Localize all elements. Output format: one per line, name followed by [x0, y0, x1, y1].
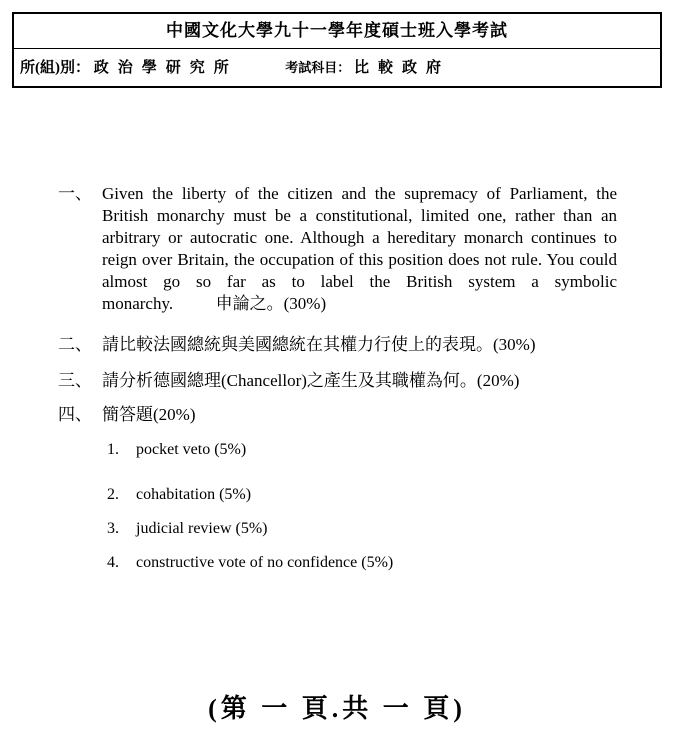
question-body: Given the liberty of the citizen and the supremacy of Parliament, the British monarchy must be a constitutional, limited one, rather than an arbitrary or autocratic one. Although a hereditary monarch continues to reign over Britain, the occupation of this position does not rule. You could almost go so far as to label the British system a symbolic monarchy. — [102, 184, 617, 313]
question-text — [102, 183, 617, 315]
short-answer-item — [107, 554, 394, 572]
subject-value: 比較政府 — [354, 60, 451, 76]
question-number: 二、 — [58, 335, 92, 354]
short-answer-item — [107, 486, 252, 504]
short-answer-item — [107, 520, 268, 538]
question-number: 三、 — [58, 371, 92, 390]
short-answer-item — [107, 441, 247, 459]
question-number: 一、 — [58, 184, 92, 203]
dept-label: 所(組)別： — [20, 60, 90, 76]
item-text: constructive vote of no confidence (5%) — [136, 554, 394, 571]
header-info — [14, 49, 660, 87]
header-box — [12, 12, 662, 88]
item-number: 2. — [107, 486, 119, 503]
subject-label: 考試科目： — [285, 60, 351, 75]
item-number: 3. — [107, 520, 119, 537]
question-number: 四、 — [58, 405, 92, 424]
question-text: 請分析德國總理(Chancellor)之產生及其職權為何。(20%) — [102, 371, 520, 390]
item-number: 4. — [107, 554, 119, 571]
item-text: judicial review (5%) — [136, 520, 268, 537]
page-footer: (第 一 頁.共 一 頁) — [208, 694, 466, 723]
item-number: 1. — [107, 441, 119, 458]
question-suffix: 申論之。(30%) — [215, 294, 327, 313]
item-text: cohabitation (5%) — [136, 486, 252, 503]
item-text: pocket veto (5%) — [136, 441, 247, 458]
dept-value: 政治學研究所 — [93, 60, 238, 76]
question-text: 簡答題(20%) — [102, 405, 196, 424]
exam-title: 中國文化大學九十一學年度碩士班入學考試 — [14, 14, 660, 49]
question-text: 請比較法國總統與美國總統在其權力行使上的表現。(30%) — [102, 335, 536, 354]
